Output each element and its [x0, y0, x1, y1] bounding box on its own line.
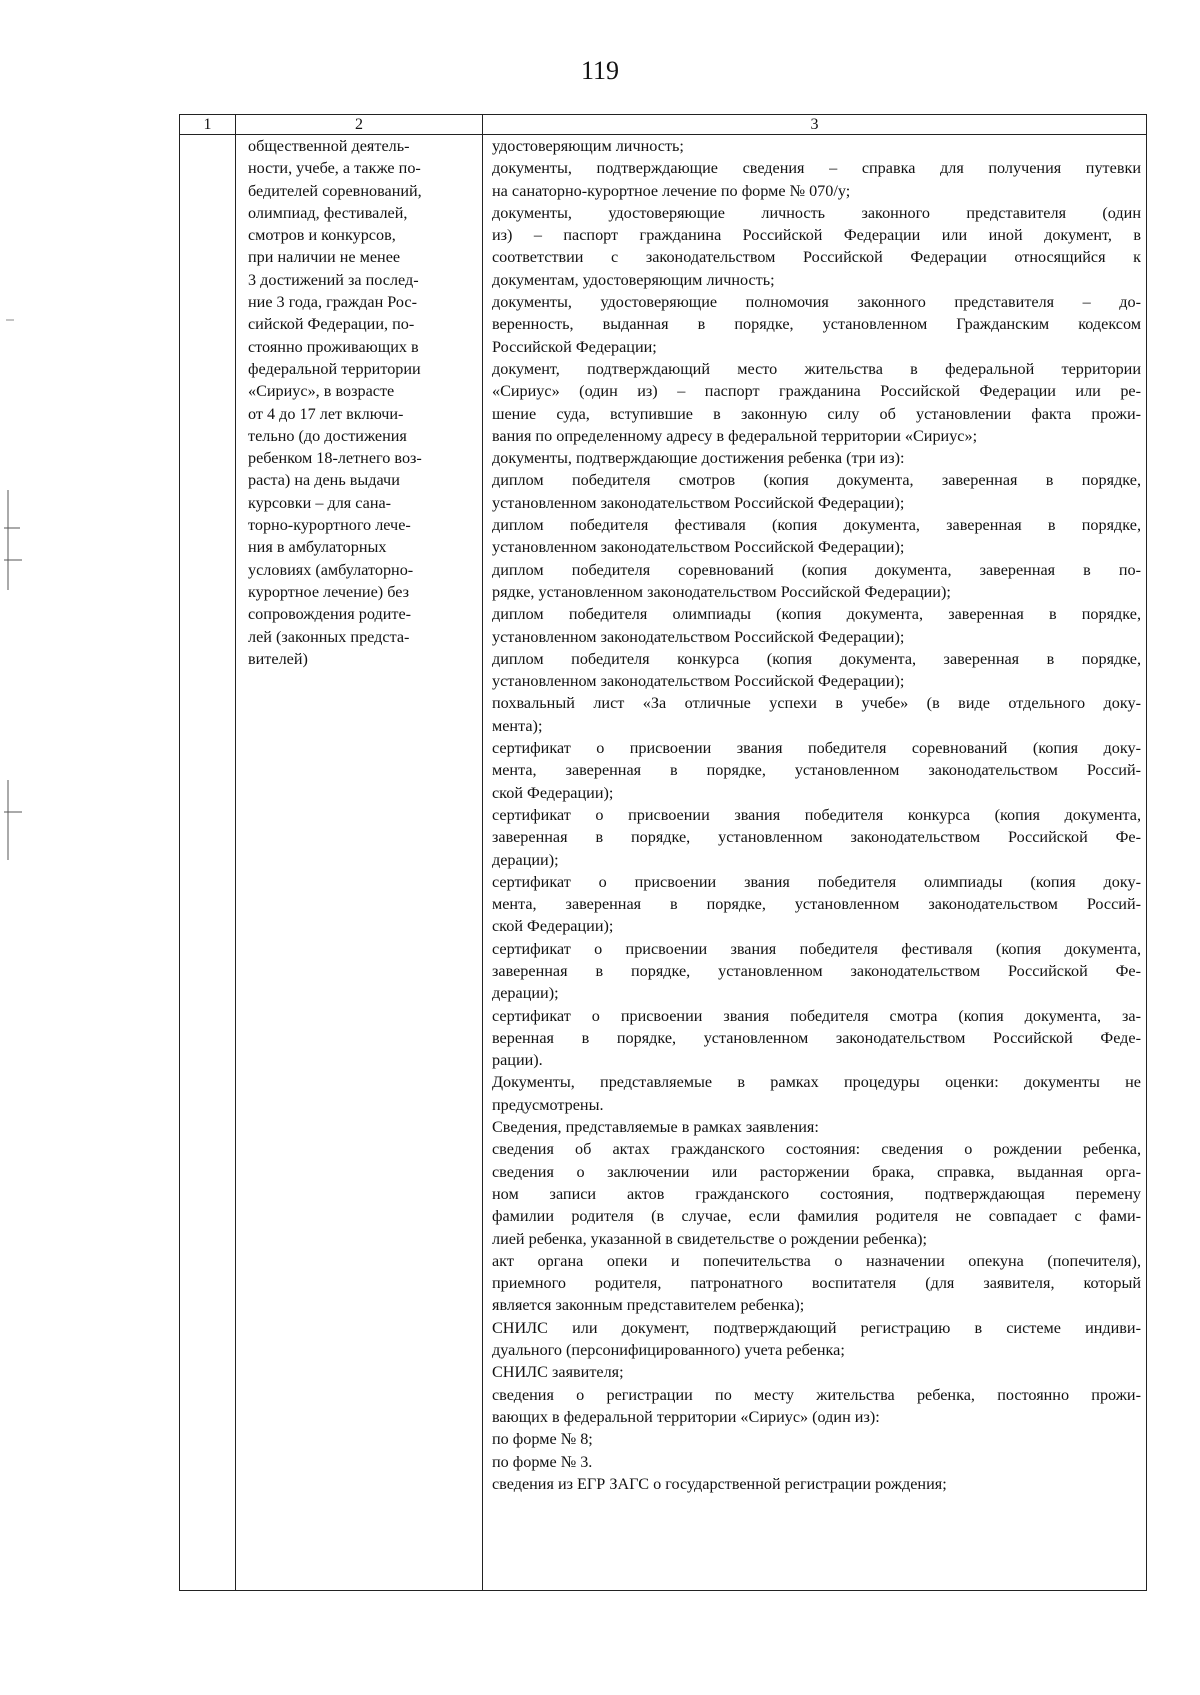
- column-3-line: документы, подтверждающие сведения – справка для получения путевки: [492, 159, 1141, 178]
- column-2-line: курсовки – для сана-: [248, 493, 392, 512]
- column-3-line: фамилии родителя (в случае, если фамилия родителя не совпадает с фами-: [492, 1207, 1141, 1226]
- column-2-line: «Сириус», в возрасте: [248, 382, 395, 401]
- column-2-line: 3 достижений за послед-: [248, 270, 419, 289]
- column-3-line: по форме № 3.: [492, 1452, 593, 1471]
- column-3-line: диплом победителя смотров (копия документа, заверенная в порядке,: [492, 471, 1141, 490]
- column-3-line: Документы, представляемые в рамках процедуры оценки: документы не: [492, 1073, 1141, 1092]
- column-3-line: удостоверяющим личность;: [492, 137, 684, 155]
- column-3-line: соответствии с законодательством Российской Федерации относящийся к: [492, 248, 1141, 267]
- column-2-line: торно-курортного лече-: [248, 516, 411, 535]
- column-3-line: рации).: [492, 1051, 543, 1070]
- column-3-line: сертификат о присвоении звания победителя олимпиады (копия доку-: [492, 872, 1141, 891]
- column-3-line: ном записи актов гражданского состояния, подтверждающая перемену: [492, 1184, 1141, 1203]
- column-2-line: вителей): [248, 649, 308, 668]
- column-2-line: ности, учебе, а также по-: [248, 159, 421, 178]
- column-header-1: 1: [203, 116, 212, 133]
- column-2-line: тельно (до достижения: [248, 426, 407, 445]
- column-3-line: лией ребенка, указанной в свидетельстве о рождении ребенка);: [492, 1229, 928, 1248]
- column-3-line: установленном законодательством Российской Федерации);: [492, 538, 905, 557]
- column-3-line: сертификат о присвоении звания победителя смотра (копия документа, за-: [492, 1006, 1141, 1025]
- column-3-line: диплом победителя конкурса (копия документа, заверенная в порядке,: [492, 649, 1141, 668]
- column-3-line: веренность, выданная в порядке, установленном Гражданским кодексом: [492, 315, 1141, 334]
- column-3-line: документы, подтверждающие достижения ребенка (три из):: [492, 449, 905, 468]
- column-3-line: сертификат о присвоении звания победителя соревнований (копия доку-: [492, 739, 1141, 758]
- column-2-line: федеральной территории: [248, 359, 421, 378]
- column-3-line: ской Федерации);: [492, 917, 614, 936]
- column-2-line: стоянно проживающих в: [248, 337, 419, 356]
- column-2-line: лей (законных предста-: [248, 627, 410, 646]
- column-3-line: мента);: [492, 716, 543, 735]
- column-3-line: диплом победителя олимпиады (копия документа, заверенная в порядке,: [492, 605, 1141, 624]
- column-2-line: смотров и конкурсов,: [248, 226, 396, 245]
- column-3-line: мента, заверенная в порядке, установленном законодательством Россий-: [492, 895, 1141, 914]
- column-3-line: диплом победителя соревнований (копия документа, заверенная в по-: [492, 560, 1141, 579]
- column-3-line: «Сириус» (один из) – паспорт гражданина Российской Федерации или ре-: [492, 382, 1141, 401]
- column-3-line: установленном законодательством Российской Федерации);: [492, 672, 905, 691]
- column-3-line: акт органа опеки и попечительства о назначении опекуна (попечителя),: [492, 1251, 1141, 1270]
- column-3-line: похвальный лист «За отличные успехи в учебе» (в виде отдельного доку-: [492, 694, 1141, 713]
- column-3-line: дерации);: [492, 850, 559, 869]
- column-2-line: от 4 до 17 лет включи-: [248, 404, 404, 423]
- column-3-line: документы, удостоверяющие личность законного представителя (один: [492, 203, 1141, 222]
- column-3-line: веренная в порядке, установленном законодательством Российской Феде-: [492, 1028, 1141, 1047]
- column-divider-2: [482, 115, 483, 1590]
- column-3-line: диплом победителя фестиваля (копия документа, заверенная в порядке,: [492, 516, 1141, 535]
- column-3-line: шение суда, вступившие в законную силу об установлении факта прожи-: [492, 404, 1141, 423]
- column-3-line: сертификат о присвоении звания победителя фестиваля (копия документа,: [492, 939, 1141, 958]
- scan-edge-marks: [0, 0, 30, 1695]
- column-3-line: на санаторно-курортное лечение по форме № 070/у;: [492, 181, 851, 200]
- column-header-2: 2: [355, 116, 363, 133]
- column-header-3: 3: [810, 116, 819, 133]
- column-3-line: сведения о заключении или расторжении брака, справка, выданная орга-: [492, 1162, 1141, 1181]
- column-2-line: сопровождения родите-: [248, 605, 412, 624]
- column-2-line: условиях (амбулаторно-: [248, 560, 414, 579]
- column-2-line: олимпиад, фестивалей,: [248, 203, 408, 222]
- column-3-line: документы, удостоверяющие полномочия законного представителя – до-: [492, 293, 1141, 312]
- column-2-line: ние 3 года, граждан Рос-: [248, 293, 417, 312]
- column-3-text: [492, 135, 1141, 1495]
- column-3-line: дуального (персонифицированного) учета ребенка;: [492, 1341, 845, 1360]
- column-3-line: дерации);: [492, 984, 559, 1003]
- column-3-line: является законным представителем ребенка);: [492, 1296, 805, 1315]
- column-3-line: ской Федерации);: [492, 783, 614, 802]
- column-2-line: ребенком 18-летнего воз-: [248, 449, 422, 468]
- column-3-line: сведения о регистрации по месту жительства ребенка, постоянно прожи-: [492, 1385, 1141, 1404]
- column-2-line: бедителей соревнований,: [248, 181, 422, 200]
- column-3-line: вания по определенному адресу в федеральной территории «Сириус»;: [492, 426, 978, 445]
- column-divider-1: [235, 115, 236, 1590]
- column-2-line: раста) на день выдачи: [248, 471, 400, 490]
- column-2-text: [248, 135, 478, 670]
- column-3-line: Сведения, представляемые в рамках заявления:: [492, 1118, 819, 1137]
- column-3-line: из) – паспорт гражданина Российской Федерации или иной документ, в: [492, 226, 1141, 245]
- column-3-line: Российской Федерации;: [492, 337, 657, 356]
- column-3-line: вающих в федеральной территории «Сириус» (один из):: [492, 1407, 880, 1426]
- column-3-line: документ, подтверждающий место жительства в федеральной территории: [492, 359, 1141, 378]
- column-3-line: установленном законодательством Российской Федерации);: [492, 627, 905, 646]
- column-3-line: СНИЛС или документ, подтверждающий регистрацию в системе индиви-: [492, 1318, 1141, 1337]
- column-3-line: документам, удостоверяющим личность;: [492, 270, 775, 289]
- column-3-line: по форме № 8;: [492, 1430, 593, 1449]
- column-3-line: сертификат о присвоении звания победителя конкурса (копия документа,: [492, 805, 1141, 824]
- column-3-line: мента, заверенная в порядке, установленном законодательством Россий-: [492, 761, 1141, 780]
- column-2-line: сийской Федерации, по-: [248, 315, 415, 334]
- column-2-line: курортное лечение) без: [248, 582, 409, 601]
- column-3-line: СНИЛС заявителя;: [492, 1363, 624, 1382]
- column-3-line: заверенная в порядке, установленном законодательством Российской Фе-: [492, 828, 1141, 847]
- column-3-line: приемного родителя, патронатного воспитателя (для заявителя, который: [492, 1274, 1141, 1293]
- column-2-line: ния в амбулаторных: [248, 538, 387, 557]
- column-3-line: сведения из ЕГР ЗАГС о государственной регистрации рождения;: [492, 1474, 947, 1493]
- page-number: 119: [580, 56, 620, 85]
- column-3-line: сведения об актах гражданского состояния: сведения о рождении ребенка,: [492, 1140, 1141, 1159]
- column-2-line: при наличии не менее: [248, 248, 401, 267]
- column-2-line: общественной деятель-: [248, 137, 410, 155]
- column-3-line: рядке, установленном законодательством Российской Федерации);: [492, 582, 951, 601]
- column-3-line: заверенная в порядке, установленном законодательством Российской Фе-: [492, 961, 1141, 980]
- column-3-line: предусмотрены.: [492, 1095, 604, 1114]
- document-table: [179, 114, 1147, 1591]
- column-3-line: установленном законодательством Российской Федерации);: [492, 493, 905, 512]
